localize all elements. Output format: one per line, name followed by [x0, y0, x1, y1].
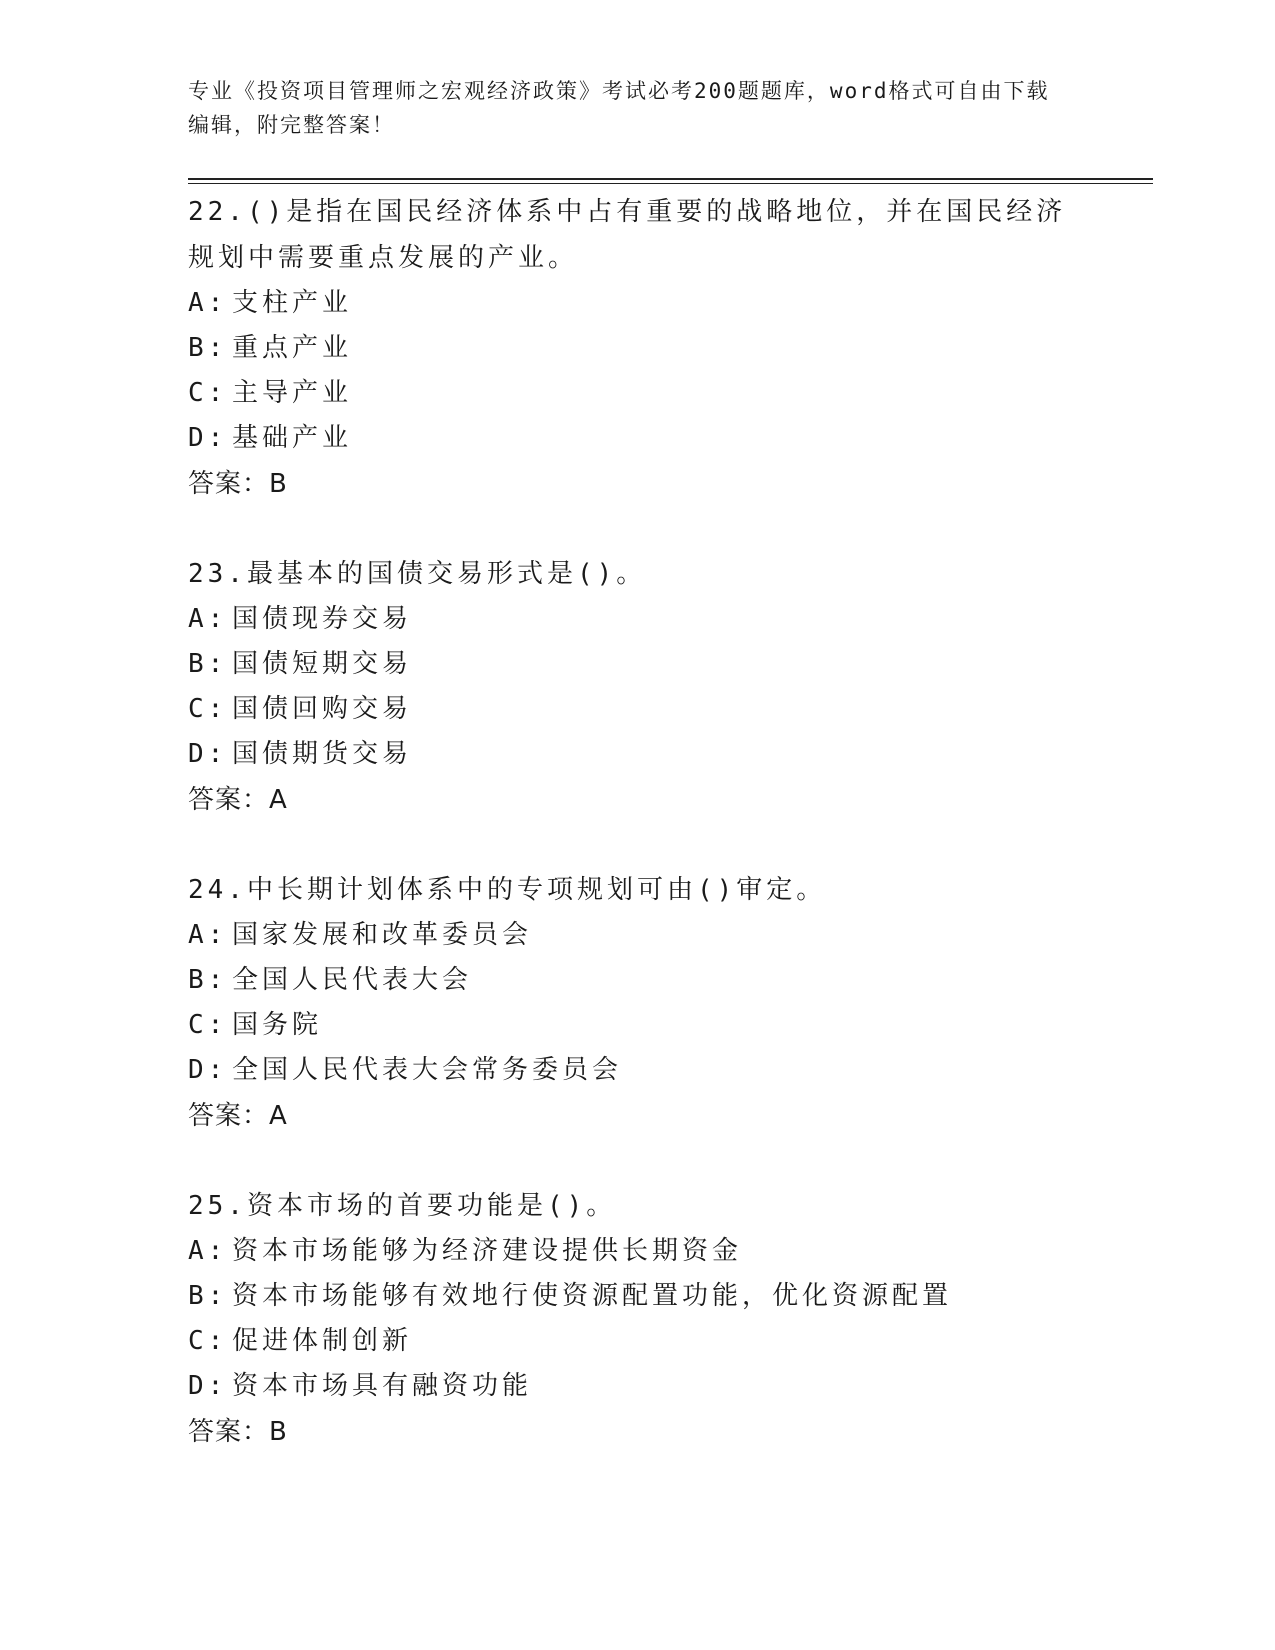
option-c	[188, 687, 1088, 732]
option-d	[188, 1048, 1088, 1093]
option-c	[188, 1319, 1088, 1364]
option-d	[188, 1364, 1088, 1409]
option-a	[188, 913, 1088, 958]
question-24	[188, 867, 1088, 1139]
option-b	[188, 642, 1088, 687]
option-text: 国债期货交易	[232, 739, 413, 769]
question-text: 25.资本市场的首要功能是()。	[188, 1191, 617, 1221]
option-c	[188, 1003, 1088, 1048]
option-label: A:	[188, 920, 228, 950]
option-a	[188, 597, 1088, 642]
option-c	[188, 371, 1088, 416]
option-b	[188, 958, 1088, 1003]
option-label: D:	[188, 1055, 228, 1085]
option-b	[188, 1274, 1088, 1319]
option-text: 支柱产业	[232, 288, 353, 318]
answer-line: 答案：B	[188, 1417, 288, 1447]
question-25	[188, 1183, 1088, 1455]
option-text: 基础产业	[232, 423, 353, 453]
option-text: 重点产业	[232, 333, 353, 363]
option-label: C:	[188, 378, 228, 408]
option-text: 主导产业	[232, 378, 353, 408]
option-label: B:	[188, 333, 228, 363]
answer-line: 答案：A	[188, 785, 288, 815]
option-label: B:	[188, 965, 228, 995]
header-divider-thick	[188, 178, 1153, 180]
option-text: 资本市场具有融资功能	[232, 1371, 533, 1401]
option-text: 全国人民代表大会	[232, 965, 473, 995]
option-text: 资本市场能够有效地行使资源配置功能，优化资源配置	[232, 1281, 953, 1311]
option-label: A:	[188, 1236, 228, 1266]
option-text: 国债短期交易	[232, 649, 413, 679]
option-label: A:	[188, 604, 228, 634]
option-label: C:	[188, 694, 228, 724]
option-label: C:	[188, 1010, 228, 1040]
option-label: D:	[188, 739, 228, 769]
answer-line: 答案：A	[188, 1101, 288, 1131]
header-divider-thin	[188, 183, 1153, 184]
option-label: B:	[188, 649, 228, 679]
option-a	[188, 281, 1088, 326]
option-text: 国务院	[232, 1010, 323, 1040]
option-text: 促进体制创新	[232, 1326, 413, 1356]
document-header: 专业《投资项目管理师之宏观经济政策》考试必考200题题库，word格式可自由下载编辑，附完整答案！	[188, 79, 1050, 137]
option-b	[188, 326, 1088, 371]
option-text: 国家发展和改革委员会	[232, 920, 533, 950]
answer-line: 答案：B	[188, 469, 288, 499]
option-label: D:	[188, 423, 228, 453]
option-text: 国债现券交易	[232, 604, 413, 634]
question-22	[188, 189, 1088, 507]
option-a	[188, 1229, 1088, 1274]
option-label: B:	[188, 1281, 228, 1311]
option-d	[188, 732, 1088, 777]
question-text: 22.()是指在国民经济体系中占有重要的战略地位，并在国民经济规划中需要重点发展的产业。	[188, 197, 1067, 273]
option-label: D:	[188, 1371, 228, 1401]
question-text: 23.最基本的国债交易形式是()。	[188, 559, 647, 589]
option-text: 国债回购交易	[232, 694, 413, 724]
option-text: 全国人民代表大会常务委员会	[232, 1055, 623, 1085]
option-d	[188, 416, 1088, 461]
option-label: C:	[188, 1326, 228, 1356]
option-label: A:	[188, 288, 228, 318]
question-list	[188, 189, 1088, 1499]
option-text: 资本市场能够为经济建设提供长期资金	[232, 1236, 743, 1266]
question-23	[188, 551, 1088, 823]
question-text: 24.中长期计划体系中的专项规划可由()审定。	[188, 875, 827, 905]
